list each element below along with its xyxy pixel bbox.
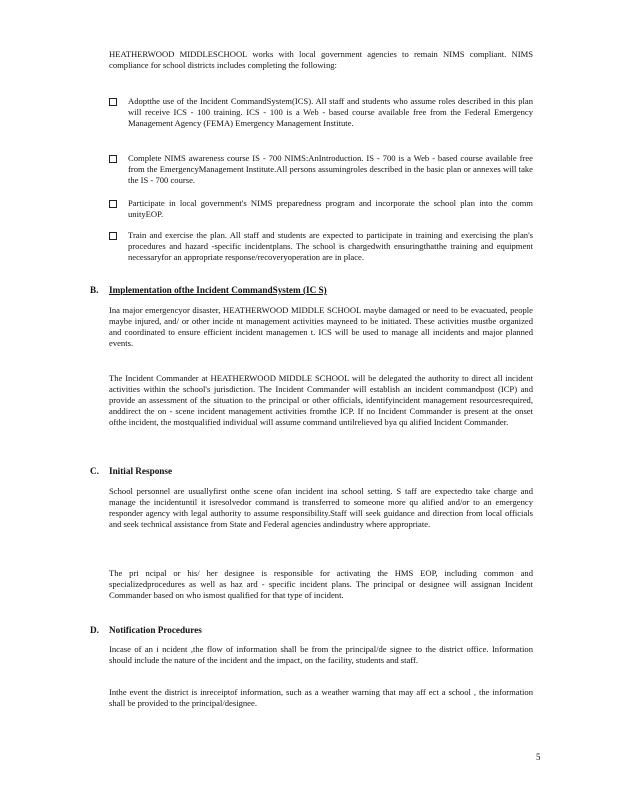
paragraph-text: Ina major emergencyor disaster, HEATHERWOOD MIDDLE SCHOOL maybe damaged or need to be evacuated, people maybe injured, and/ or other incide nt management activities mayneed to be initiated. These activities mustbe organized and coordinated to ensure efficient incident managemen t. ICS will be used to manage all incidents and major planned events. [109,305,533,349]
bullet-text: Complete NIMS awareness course IS - 700 NIMS:AnIntroduction. IS - 700 is a Web - based course available free from the EmergencyManagement Institute.All persons assumingroles described in the basic plan or annexes will take the IS - 700 course. [128,153,533,186]
checkbox-bullet-icon [109,232,117,240]
section-paragraph [109,373,533,428]
paragraph-text: Inthe event the district is inreceiptof information, such as a weather warning that may aff ect a school , the information shall be provided to the principal/designee. [109,687,533,709]
section-title: Initial Response [109,466,173,476]
section-title: Notification Procedures [109,625,202,635]
paragraph-text: School personnel are usuallyfirst onthe scene ofan incident ina school setting. S taff are expectedto take charge and manage the incidentuntil it isresolvedor command is transferred to someone more qu alified and/or to an emergency responder agency with legal authority to assume responsibility.Staff will seek guidance and direction from local officials and seek technical assistance from State and Federal agencies andindustry where appropriate. [109,486,533,530]
section-letter: B. [90,285,99,295]
section-title: Implementation ofthe Incident CommandSystem (IC S) [109,285,327,295]
section-paragraph [109,568,533,601]
checkbox-bullet-icon [109,155,117,163]
section-paragraph [109,305,533,349]
section-paragraph [109,687,533,709]
paragraph-text: The Incident Commander at HEATHERWOOD MIDDLE SCHOOL will be delegated the authority to direct all incident activities within the school's jurisdiction. The Incident Commander will establish an incident commandpost (ICP) and provide an assessment of the situation to the principal or other officials, identifyincident management resourcesrequired, anddirect the on - scene incident management activities fromthe ICP. If no Incident Commander is present at the onset ofthe incident, the mostqualified individual will assume command untilrelieved bya qu alified Incident Commander. [109,373,533,428]
bullet-text: Adoptthe use of the Incident CommandSystem(ICS). All staff and students who assume roles described in this plan will receive ICS - 100 training. ICS - 100 is a Web - based course available free from the Federal Emergency Management Agency (FEMA) Emergency Management Institute. [128,96,533,129]
section-paragraph [109,486,533,530]
page-number: 5 [536,752,541,762]
section-paragraph [109,644,533,666]
checkbox-bullet-icon [109,98,117,106]
paragraph-text: Incase of an i ncident ,the flow of information shall be from the principal/de signee to the district office. Information should include the nature of the incident and the impact, on the facility, students and staff. [109,644,533,666]
intro-text: HEATHERWOOD MIDDLESCHOOL works with local government agencies to remain NIMS compliant. NIMS compliance for school districts includes completing the following: [109,49,533,71]
bullet-text: Participate in local government's NIMS preparedness program and incorporate the school plan into the comm unityEOP. [128,198,533,220]
section-letter: D. [90,625,99,635]
bullet-text: Train and exercise the plan. All staff and students are expected to participate in training and exercising the plan's procedures and hazard -specific incidentplans. The school is chargedwith ensuringthatthe training and equipment necessaryfor an appropriate response/recoveryoperation are in place. [128,230,533,263]
paragraph-text: The pri ncipal or his/ her designee is responsible for activating the HMS EOP, including common and specializedprocedures as well as haz ard - specific incident plans. The principal or designee will assignan Incident Commander based on who ismost qualified for that type of incident. [109,568,533,601]
checkbox-bullet-icon [109,200,117,208]
section-letter: C. [90,466,99,476]
intro-paragraph [109,49,533,71]
